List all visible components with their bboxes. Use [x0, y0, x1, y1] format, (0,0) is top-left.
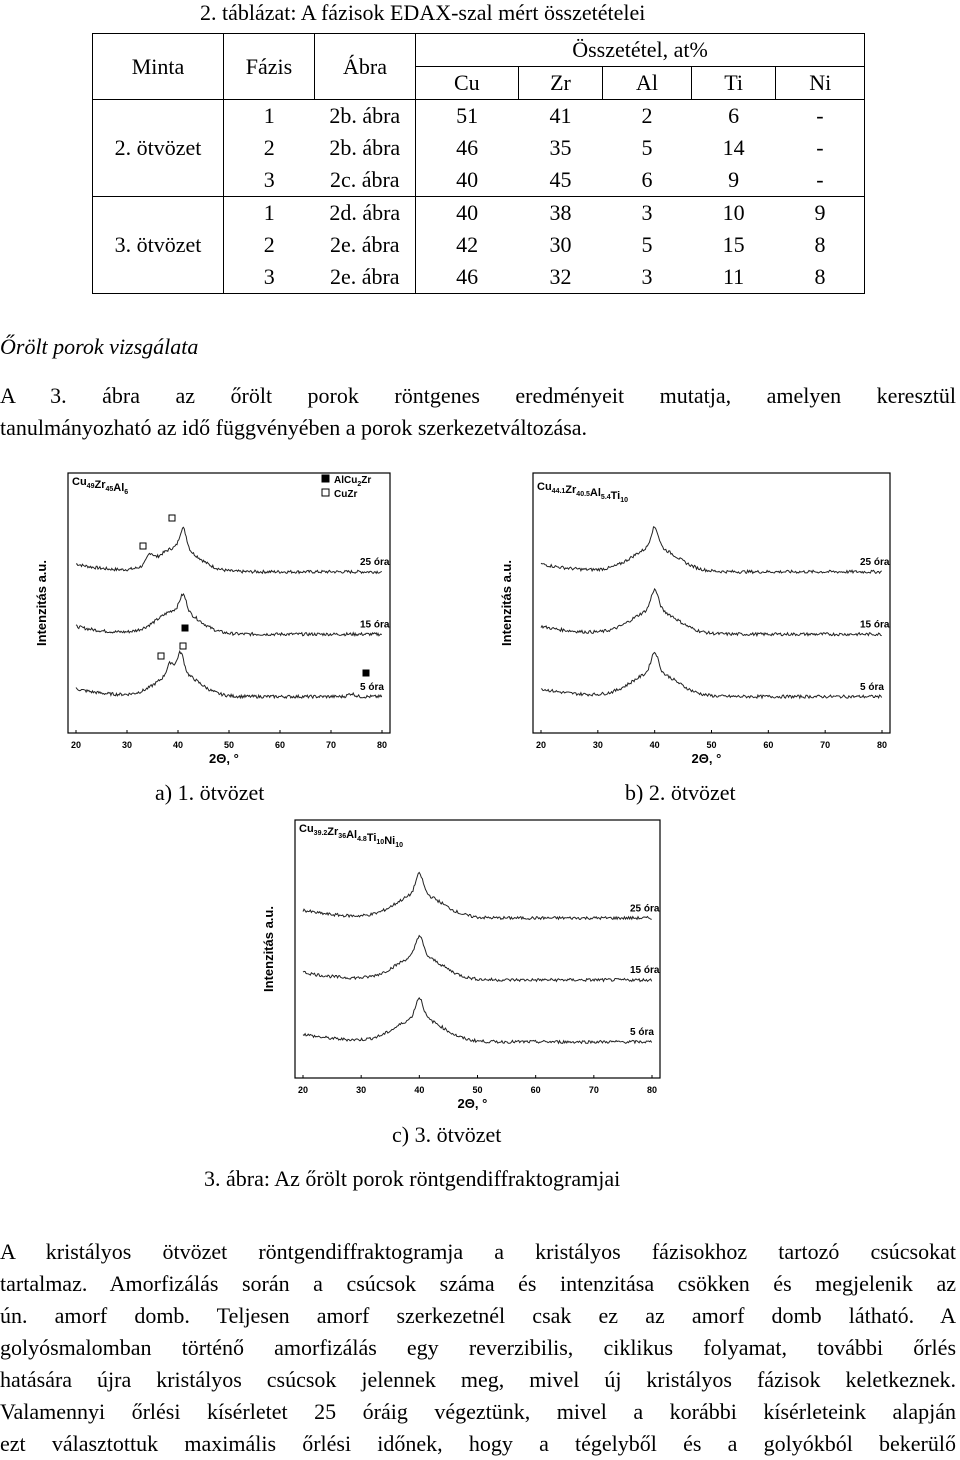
header-abra: Ábra	[315, 34, 416, 100]
fazis-cell: 3	[224, 164, 315, 197]
x-tick-label: 70	[820, 740, 831, 750]
series-label: 5 óra	[860, 681, 884, 693]
body-paragraph	[0, 1236, 956, 1460]
value-cell: 10	[722, 200, 745, 225]
series-line	[303, 936, 652, 982]
value-cell: 41	[549, 103, 572, 128]
value-cell: 6	[603, 164, 691, 197]
header-element: Ti	[691, 67, 776, 100]
value-cell: 15	[722, 232, 745, 257]
y-axis-label: Intenzitás a.u.	[34, 560, 49, 646]
intro-paragraph	[0, 380, 956, 444]
value-cell: 6	[728, 103, 740, 128]
x-tick-label: 80	[376, 740, 388, 750]
value-cell: 5	[641, 135, 653, 160]
filled-square-icon	[322, 475, 329, 482]
header-minta: Minta	[93, 34, 224, 100]
fazis-cell: 1	[224, 100, 315, 133]
value-cell: 3	[641, 264, 653, 289]
panel-label-b: b) 2. ötvözet	[625, 780, 736, 805]
x-tick-label: 70	[325, 740, 337, 750]
value-cell: 5	[641, 232, 653, 257]
fazis-cell: 2	[224, 229, 315, 261]
abra-cell: 2c. ábra	[315, 164, 416, 197]
x-tick-label: 20	[70, 740, 82, 750]
x-tick-label: 30	[592, 740, 603, 750]
chart-a	[30, 465, 410, 775]
panel-label-a: a) 1. ötvözet	[155, 780, 265, 805]
chart-title: $Cu_{49}Zr_{45}Al_6$	[72, 476, 129, 496]
value-cell: 45	[518, 164, 603, 197]
x-tick-label: 20	[297, 1085, 309, 1095]
value-cell: 3	[641, 200, 653, 225]
header-osszetetel: Összetétel, at%	[416, 34, 865, 67]
text-line: hatására újra kristályos csúcsok jelennek meg, mivel új kristályos fázisok keletkeznek.	[0, 1367, 956, 1392]
peak-marker-filled	[363, 670, 369, 676]
series-label: 25 óra	[630, 903, 660, 915]
section-title: Őrölt porok vizsgálata	[0, 334, 199, 359]
header-element: Zr	[518, 67, 603, 100]
fazis-cell: 1	[224, 197, 315, 230]
abra-cell: 2e. ábra	[329, 264, 400, 289]
value-cell: 14	[722, 135, 745, 160]
table-row	[93, 197, 865, 230]
abra-cell: 2b. ábra	[329, 103, 401, 128]
peak-marker-open	[140, 543, 146, 549]
header-element: Al	[603, 67, 691, 100]
x-tick-label: 80	[876, 740, 888, 750]
x-tick-label: 60	[274, 740, 286, 750]
value-cell: 51	[416, 100, 519, 133]
x-axis-label: 2Θ, °	[209, 751, 239, 766]
x-tick-label: 40	[172, 740, 184, 750]
value-cell: 11	[722, 264, 745, 289]
x-tick-label: 30	[356, 1085, 367, 1095]
series-label: 15 óra	[860, 619, 890, 631]
value-cell: 38	[549, 200, 572, 225]
series-line	[76, 594, 382, 636]
series-line	[541, 589, 882, 636]
minta-cell: 2. ötvözet	[93, 100, 224, 197]
header-fazis: Fázis	[224, 34, 315, 100]
value-cell: 35	[549, 135, 572, 160]
open-square-icon	[322, 489, 329, 496]
value-cell: 2	[641, 103, 653, 128]
series-label: 15 óra	[630, 965, 660, 977]
text-line: Valamennyi őrlési kísérletet 25 óráig végeztünk, mivel a korábbi kísérleteink alapján	[0, 1399, 956, 1424]
text-line: A kristályos ötvözet röntgendiffraktogramja a kristályos fázisokhoz tartozó csúcsokat	[0, 1239, 956, 1264]
x-tick-label: 50	[223, 740, 235, 750]
x-tick-label: 50	[472, 1085, 483, 1095]
series-line	[541, 653, 882, 699]
value-cell: -	[816, 103, 824, 128]
fazis-cell: 3	[224, 261, 315, 294]
value-cell: -	[776, 164, 865, 197]
series-label: 25 óra	[860, 556, 890, 568]
value-cell: 8	[814, 264, 826, 289]
text-line: ezt választottuk maximális őrlési időnek, hogy a tégelyből és a golyókból bekerülő	[0, 1431, 956, 1456]
header-element: Ni	[776, 67, 865, 100]
chart-c	[255, 810, 675, 1125]
series-label: 25 óra	[360, 556, 390, 568]
x-tick-label: 40	[414, 1085, 425, 1095]
panel-label-c: c) 3. ötvözet	[392, 1122, 502, 1147]
abra-cell: 2e. ábra	[329, 232, 400, 257]
text-line: A 3. ábra az őrölt porok röntgenes eredményeit mutatja, amelyen keresztül	[0, 383, 956, 408]
peak-marker-open	[169, 515, 175, 521]
value-cell: 30	[549, 232, 572, 257]
text-line: tanulmányozható az idő függvényében a porok szerkezetváltozása.	[0, 415, 588, 440]
chart-title: $Cu_{44.1}Zr_{40.5}Al_{5.4}Ti_{10}$	[537, 481, 629, 504]
value-cell: 46	[416, 132, 519, 164]
series-label: 5 óra	[360, 681, 384, 693]
abra-cell: 2d. ábra	[329, 200, 401, 225]
value-cell: 40	[416, 197, 519, 230]
y-axis-label: Intenzitás a.u.	[261, 906, 276, 992]
value-cell: 9	[814, 200, 826, 225]
series-line	[303, 873, 652, 920]
value-cell: 46	[416, 261, 519, 294]
chart-title: $Cu_{39.2}Zr_{36}Al_{4.8}Ti_{10}Ni_{10}$	[299, 823, 403, 849]
peak-marker-filled	[182, 625, 188, 631]
series-line	[541, 527, 882, 574]
minta-cell: 3. ötvözet	[114, 232, 202, 257]
composition-table	[92, 33, 865, 294]
x-tick-label: 20	[535, 740, 547, 750]
value-cell: 9	[691, 164, 776, 197]
series-label: 15 óra	[360, 619, 390, 631]
x-tick-label: 60	[763, 740, 774, 750]
series-line	[76, 651, 382, 698]
x-axis-label: 2Θ, °	[691, 751, 722, 766]
peak-marker-open	[180, 643, 186, 649]
x-tick-label: 70	[588, 1085, 599, 1095]
table-row	[93, 100, 865, 133]
plot-frame	[295, 820, 660, 1078]
x-tick-label: 60	[530, 1085, 541, 1095]
table-title: 2. táblázat: A fázisok EDAX-szal mért összetételei	[200, 0, 646, 25]
value-cell: 32	[549, 264, 572, 289]
x-axis-label: 2Θ, °	[457, 1096, 488, 1111]
x-tick-label: 80	[646, 1085, 658, 1095]
legend-label: CuZr	[334, 489, 358, 500]
value-cell: -	[816, 135, 824, 160]
peak-marker-open	[158, 653, 164, 659]
series-label: 5 óra	[630, 1027, 654, 1039]
abra-cell: 2b. ábra	[329, 135, 401, 160]
x-tick-label: 40	[649, 740, 660, 750]
value-cell: 40	[416, 164, 519, 197]
chart-b	[495, 465, 895, 775]
text-line: ún. amorf domb. Teljesen amorf szerkezetnél csak ez az amorf domb látható. A	[0, 1303, 956, 1328]
x-tick-label: 50	[706, 740, 717, 750]
series-line	[76, 527, 382, 573]
header-element: Cu	[416, 67, 519, 100]
series-line	[303, 998, 652, 1044]
value-cell: 8	[814, 232, 826, 257]
value-cell: 42	[416, 229, 519, 261]
legend-label: AlCu$_2$Zr	[334, 475, 372, 488]
text-line: golyósmalomban történő amorfizálás egy reverzibilis, ciklikus folyamat, további őrlés	[0, 1335, 956, 1360]
fazis-cell: 2	[224, 132, 315, 164]
x-tick-label: 30	[121, 740, 133, 750]
text-line: tartalmaz. Amorfizálás során a csúcsok száma és intenzitása csökken és megjelenik az	[0, 1271, 956, 1296]
figure-caption: 3. ábra: Az őrölt porok röntgendiffraktogramjai	[204, 1166, 621, 1191]
y-axis-label: Intenzitás a.u.	[499, 560, 514, 646]
